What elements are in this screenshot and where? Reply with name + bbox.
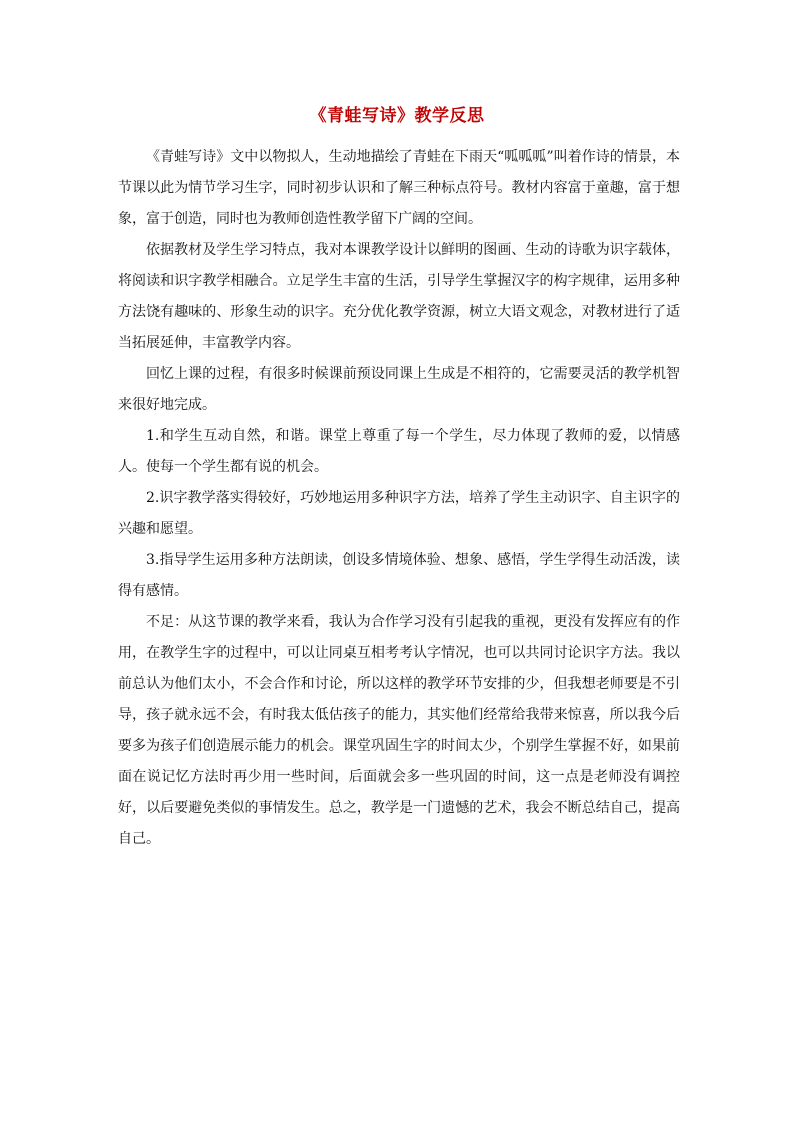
document-title: 《青蛙写诗》教学反思 (309, 106, 485, 126)
paragraph-intro: 《青蛙写诗》文中以物拟人，生动地描绘了青蛙在下雨天“呱呱呱”叫着作诗的情景，本节课以此为情节学习生字，同时初步认识和了解三种标点符号。教材内容富于童趣，富于想象，富于创造，同时也为教师创造性教学留下广阔的空间。 (118, 149, 680, 227)
paragraph-shortcomings: 不足：从这节课的教学来看，我认为合作学习没有引起我的重视，更没有发挥应有的作用，在教学生字的过程中，可以让同桌互相考考认字情况，也可以共同讨论识字方法。我以前总认为他们太小，不会合作和讨论，所以这样的教学环节安排的少，但我想老师要是不引导，孩子就永远不会，有时我太低估孩子的能力，其实他们经常给我带来惊喜，所以我今后要多为孩子们创造展示能力的机会。课堂巩固生字的时间太少，个别学生掌握不好，如果前面在说记忆方法时再少用一些时间，后面就会多一些巩固的时间，这一点是老师没有调控好，以后要避免类似的事情发生。总之，教学是一门遗憾的艺术，我会不断总结自己，提高自己。 (118, 614, 680, 847)
paragraph-point-1: 1.和学生互动自然，和谐。课堂上尊重了每一个学生，尽力体现了教师的爱，以情感人。使每一个学生都有说的机会。 (118, 428, 680, 475)
document-body (118, 142, 680, 855)
paragraph-point-2: 2.识字教学落实得较好，巧妙地运用多种识字方法，培养了学生主动识字、自主识字的兴趣和愿望。 (118, 490, 680, 537)
paragraph-recall: 回忆上课的过程，有很多时候课前预设同课上生成是不相符的，它需要灵活的教学机智来很好地完成。 (118, 366, 680, 413)
paragraph-point-3: 3.指导学生运用多种方法朗读，创设多情境体验、想象、感悟，学生学得生动活泼，读得有感情。 (118, 552, 680, 599)
paragraph-design: 依据教材及学生学习特点，我对本课教学设计以鲜明的图画、生动的诗歌为识字载体，将阅读和识字教学相融合。立足学生丰富的生活，引导学生掌握汉字的构字规律，运用多种方法饶有趣味的、形象生动的识字。充分优化教学资源，树立大语文观念，对教材进行了适当拓展延伸，丰富教学内容。 (118, 242, 680, 351)
